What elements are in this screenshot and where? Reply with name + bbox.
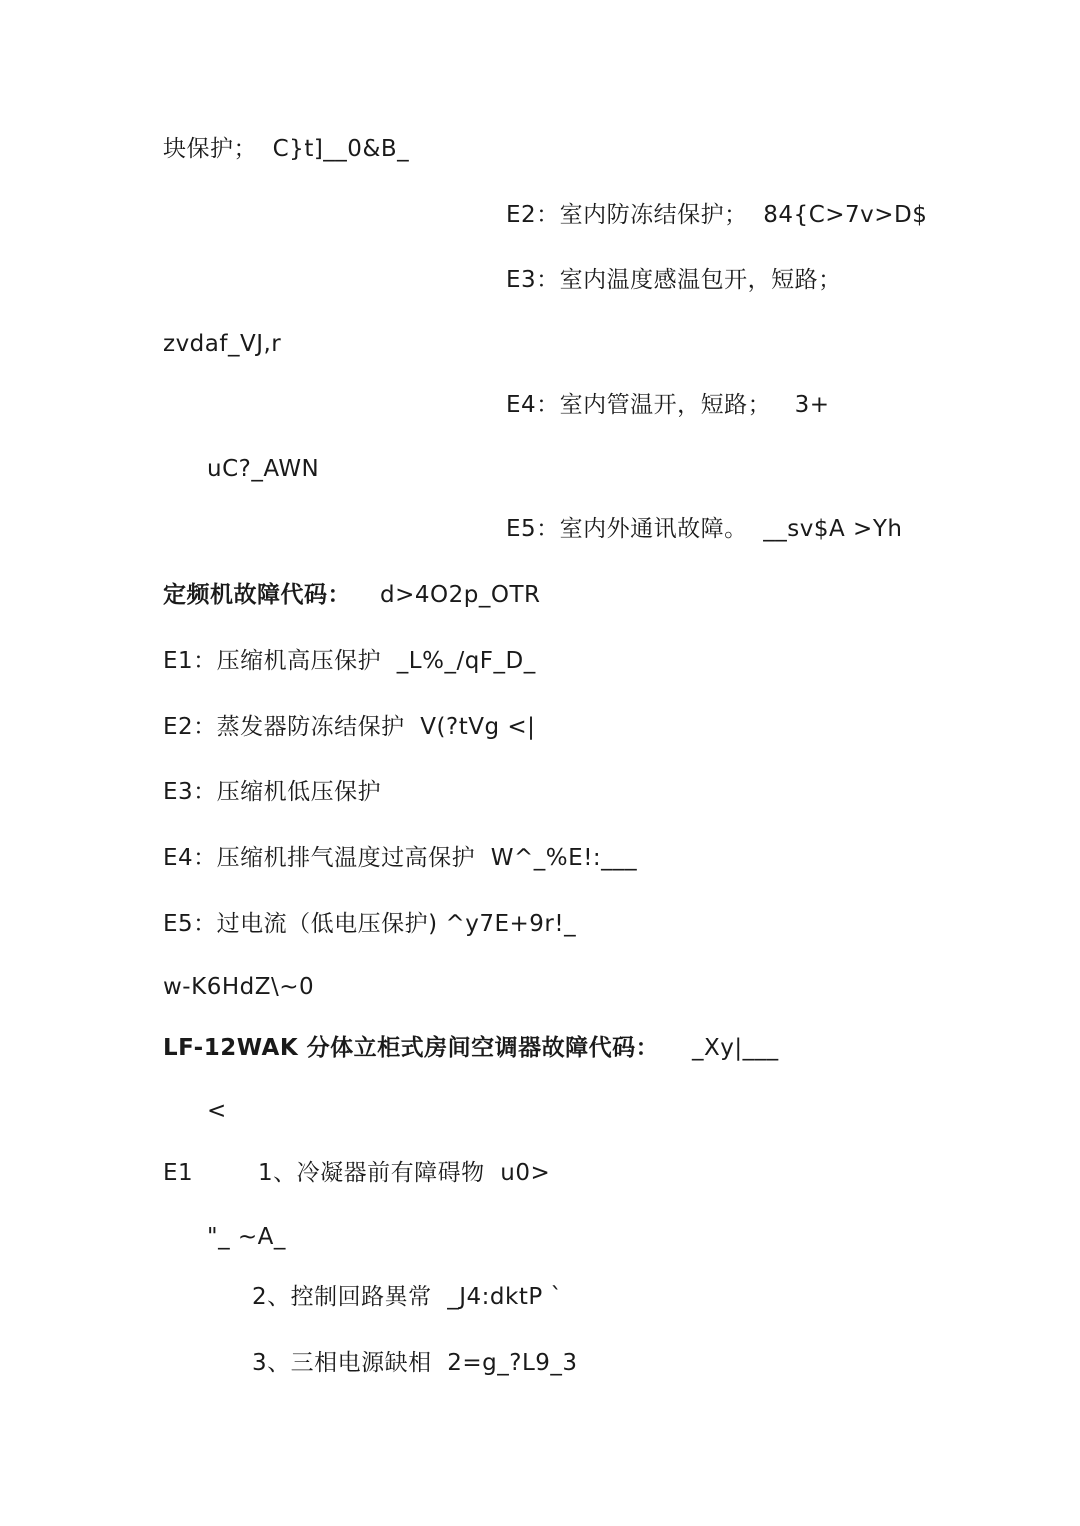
text-line-e4-indoor-pipe-temp: E4：室内管温开，短路； 3+ xyxy=(506,392,830,418)
text-line-e1-label: E1 xyxy=(163,1160,194,1186)
text-line-e2-evaporator-antifreeze: E2：蒸发器防冻结保护 V(?tVg <| xyxy=(163,714,536,740)
text-line-noise-1: zvdaf_VJ,r xyxy=(163,331,282,357)
text-line-noise-4: w-K6HdZ\~0 xyxy=(163,974,315,1000)
text-line-e5-communication-fault: E5：室内外通讯故障。 __sv$A >Yh xyxy=(506,516,903,542)
text-line-item-1-obstacle: 1、冷凝器前有障碍物 u0> xyxy=(258,1160,551,1186)
text-line-noise-7: "_ ~A_ xyxy=(207,1224,286,1250)
text-line-item-3-phase-loss: 3、三相电源缺相 2=g_?L9_3 xyxy=(252,1350,578,1376)
text-line-noise-2: uC?_AWN xyxy=(207,456,320,482)
text-line-noise-6: < xyxy=(207,1098,227,1124)
text-line-item-2-control-loop: 2、控制回路異常 _J4:dktP ` xyxy=(252,1284,563,1310)
text-line-noise-5: _Xy|___ xyxy=(692,1035,779,1061)
text-line-e3-indoor-temp-sensor: E3：室内温度感温包开，短路； xyxy=(506,267,842,293)
text-line-noise-3: d>4O2p_OTR xyxy=(380,582,541,608)
text-line-e5-overcurrent: E5：过电流（低电压保护) ^y7E+9r!_ xyxy=(163,911,577,937)
section-heading-fixed-frequency: 定频机故障代码： xyxy=(163,582,351,608)
text-line-e4-discharge-temp: E4：压缩机排气温度过高保护 W^_%E!:___ xyxy=(163,845,638,871)
text-line-e3-low-pressure: E3：压缩机低压保护 xyxy=(163,779,382,805)
section-heading-lf12wak: LF-12WAK 分体立柜式房间空调器故障代码： xyxy=(163,1035,660,1061)
text-line-e1-high-pressure: E1：压缩机高压保护 _L%_/qF_D_ xyxy=(163,648,536,674)
text-line-block-protection: 块保护； C}t]__0&B_ xyxy=(163,136,410,162)
text-line-e2-indoor-antifreeze: E2：室内防冻结保护； 84{C>7v>D$ xyxy=(506,202,928,228)
